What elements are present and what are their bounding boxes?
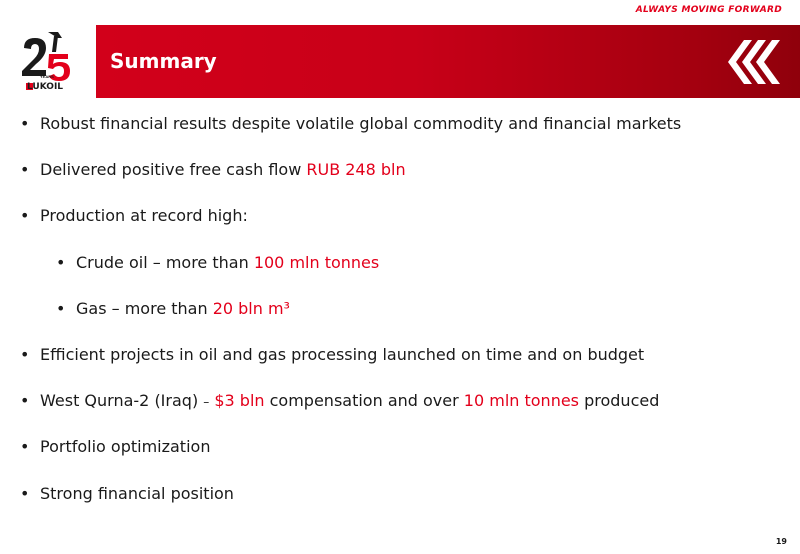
bullet-item: • Robust financial results despite volatile global commodity and financial markets bbox=[20, 114, 682, 133]
bullet-item: • Production at record high: bbox=[20, 206, 248, 226]
bullet-item: • Portfolio optimization bbox=[20, 437, 211, 457]
bullet-dot: • bbox=[20, 114, 30, 133]
bullet-dot: • bbox=[20, 160, 30, 180]
double-chevron-left-icon bbox=[724, 38, 784, 86]
bullet-dot: • bbox=[20, 391, 30, 411]
bullet-item: • Delivered positive free cash flow RUB 248 bln bbox=[20, 160, 406, 180]
bullet-dot: • bbox=[56, 252, 66, 272]
bullet-dot: • bbox=[20, 483, 30, 503]
bullet-dot: • bbox=[20, 206, 30, 226]
tagline: ALWAYS MOVING FORWARD bbox=[635, 5, 782, 15]
logo-years-label: YEARS bbox=[40, 74, 54, 79]
highlight-value: $3 bln bbox=[214, 391, 265, 411]
sub-bullet-item: • Gas – more than 20 bln m³ bbox=[56, 298, 290, 318]
page-number: 19 bbox=[775, 537, 787, 546]
highlight-value: 20 bln m³ bbox=[212, 298, 290, 318]
bullet-item: • West Qurna-2 (Iraq) – $3 bln compensation and over 10 mln tonnes produced bbox=[20, 391, 660, 411]
summary-bullet-list bbox=[20, 113, 780, 529]
dash: – bbox=[203, 395, 210, 410]
bullet-dot: • bbox=[56, 298, 66, 318]
highlight-value: RUB 248 bln bbox=[306, 160, 406, 180]
bullet-dot: • bbox=[20, 437, 30, 457]
header-band bbox=[96, 25, 800, 98]
bullet-item: • Strong financial position bbox=[20, 483, 234, 503]
sub-bullet-item: • Crude oil – more than 100 mln tonnes bbox=[56, 252, 380, 272]
highlight-value: 100 mln tonnes bbox=[253, 252, 380, 272]
bullet-dot: • bbox=[20, 344, 30, 364]
bullet-item: • Efficient projects in oil and gas processing launched on time and on budget bbox=[20, 344, 645, 364]
page-title: Summary bbox=[110, 49, 217, 73]
logo-wordmark: LUKOIL bbox=[27, 82, 64, 92]
highlight-value: 10 mln tonnes bbox=[463, 391, 580, 411]
